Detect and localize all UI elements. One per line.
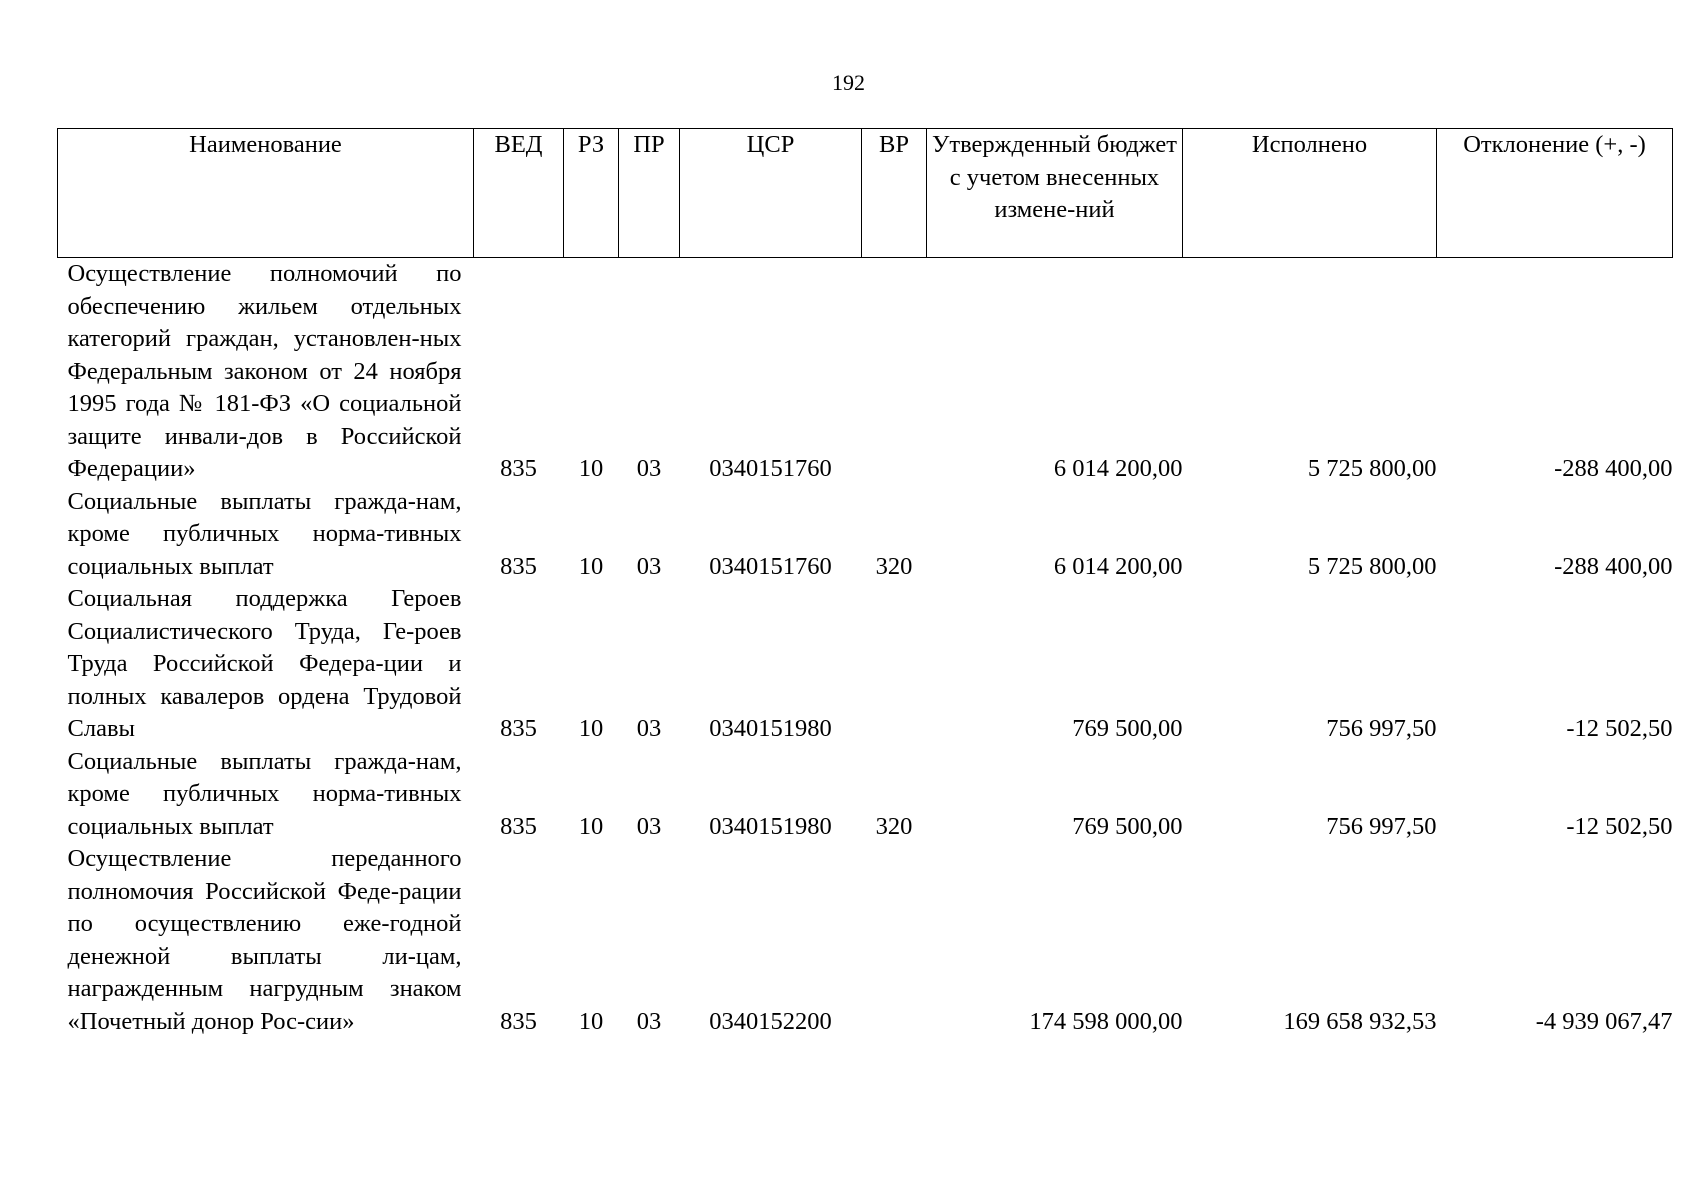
row-deviation: -288 400,00: [1554, 552, 1673, 580]
row-csr: 0340152200: [709, 1007, 832, 1035]
row-rz: 10: [578, 552, 604, 580]
table-header-row: [58, 129, 1673, 258]
table-row: [58, 583, 1673, 746]
row-pr: 03: [636, 455, 662, 482]
budget-execution-table: [57, 128, 1673, 1038]
row-csr: 0340151760: [709, 552, 832, 580]
row-approved: 769 500,00: [1072, 715, 1183, 742]
row-deviation: -12 502,50: [1566, 812, 1673, 840]
row-deviation: -288 400,00: [1554, 455, 1673, 482]
row-name: Социальные выплаты гражда-нам, кроме публичных норма-тивных социальных выплат: [67, 487, 462, 580]
page-number: 192: [832, 70, 865, 95]
row-csr: 0340151760: [709, 455, 832, 482]
row-approved: 174 598 000,00: [1029, 1007, 1183, 1035]
header-deviation: Отклонение (+, -): [1437, 129, 1673, 258]
row-csr: 0340151980: [709, 715, 832, 742]
row-vr: [862, 258, 927, 486]
header-executed: Исполнено: [1183, 129, 1437, 258]
row-name: Осуществление полномочий по обеспечению жильем отдельных категорий граждан, установлен-ных Федеральным законом от 24 ноября 1995 года № 181-ФЗ «О социальной защите инвали-дов в Российской Федерации»: [67, 260, 462, 482]
table-row: [58, 843, 1673, 1038]
row-vr: 320: [875, 812, 913, 840]
row-name: Социальная поддержка Героев Социалистического Труда, Ге-роев Труда Российской Федера-ции и полных кавалеров ордена Трудовой Славы: [67, 585, 462, 742]
row-rz: 10: [578, 455, 604, 482]
row-ved: 835: [500, 552, 537, 580]
row-pr: 03: [636, 812, 662, 840]
row-pr: 03: [636, 715, 662, 742]
header-ved: ВЕД: [474, 129, 564, 258]
header-vr: ВР: [862, 129, 927, 258]
header-rz: РЗ: [564, 129, 619, 258]
row-csr: 0340151980: [709, 812, 832, 840]
row-rz: 10: [578, 1007, 604, 1035]
row-executed: 756 997,50: [1326, 715, 1437, 742]
table-row: [58, 258, 1673, 486]
row-ved: 835: [500, 1007, 537, 1035]
row-deviation: -4 939 067,47: [1535, 1007, 1673, 1035]
row-approved: 769 500,00: [1072, 812, 1183, 840]
row-ved: 835: [500, 455, 537, 482]
row-approved: 6 014 200,00: [1053, 455, 1183, 482]
row-executed: 5 725 800,00: [1307, 552, 1437, 580]
row-vr: 320: [875, 552, 913, 580]
row-rz: 10: [578, 812, 604, 840]
table-row: [58, 746, 1673, 844]
header-approved-budget: Утвержденный бюджет с учетом внесенных измене-ний: [927, 129, 1183, 258]
row-ved: 835: [500, 812, 537, 840]
row-vr: [862, 583, 927, 746]
header-name: Наименование: [58, 129, 474, 258]
row-deviation: -12 502,50: [1566, 715, 1673, 742]
row-executed: 5 725 800,00: [1307, 455, 1437, 482]
row-pr: 03: [636, 552, 662, 580]
row-executed: 756 997,50: [1326, 812, 1437, 840]
row-name: Социальные выплаты гражда-нам, кроме публичных норма-тивных социальных выплат: [67, 747, 462, 840]
header-pr: ПР: [619, 129, 680, 258]
row-executed: 169 658 932,53: [1283, 1007, 1437, 1035]
row-ved: 835: [500, 715, 537, 742]
row-vr: [862, 843, 927, 1038]
table-row: [58, 486, 1673, 584]
header-csr: ЦСР: [680, 129, 862, 258]
row-approved: 6 014 200,00: [1053, 552, 1183, 580]
row-rz: 10: [578, 715, 604, 742]
row-pr: 03: [636, 1007, 662, 1035]
row-name: Осуществление переданного полномочия Российской Феде-рации по осуществлению еже-годной денежной выплаты ли-цам, награжденным нагрудным знаком «Почетный донор Рос-сии»: [67, 845, 462, 1035]
